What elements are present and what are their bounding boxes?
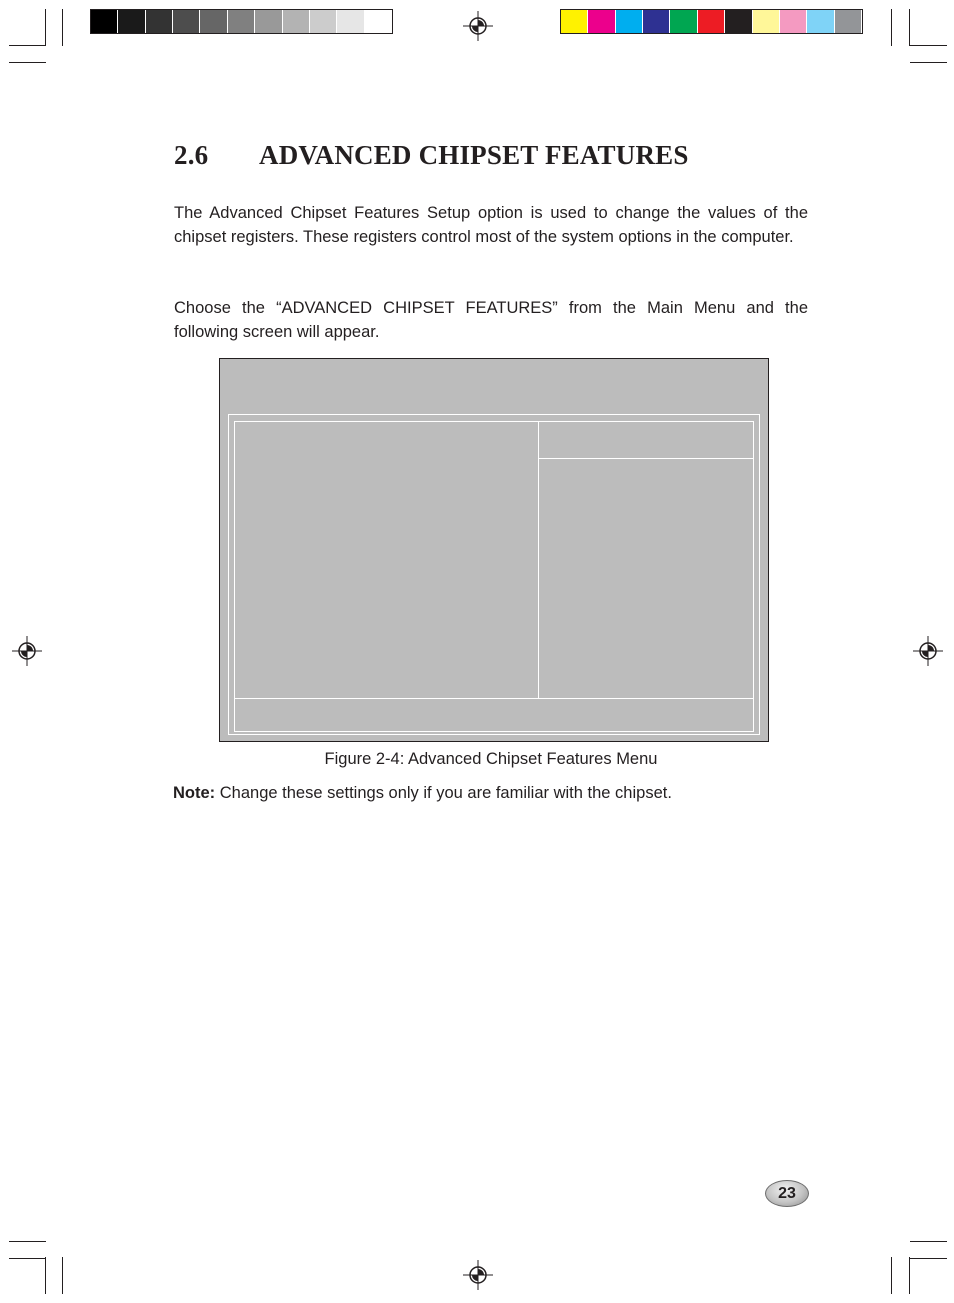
section-heading [174, 140, 689, 171]
crop-mark-line [9, 62, 46, 63]
crop-mark-line [9, 1241, 46, 1242]
calibration-swatch [698, 10, 725, 33]
calibration-swatch [146, 10, 173, 33]
note-label: Note: [173, 784, 216, 802]
calibration-swatch [670, 10, 697, 33]
calibration-swatch [588, 10, 615, 33]
calibration-swatch [118, 10, 145, 33]
crop-mark-line [910, 1241, 947, 1242]
calibration-swatch [283, 10, 310, 33]
frame-line [234, 421, 754, 422]
figure-caption: Figure 2-4: Advanced Chipset Features Menu [324, 750, 658, 768]
frame-line [228, 414, 760, 415]
frame-line [228, 734, 760, 735]
calibration-swatch [616, 10, 643, 33]
registration-mark-icon [463, 1260, 493, 1290]
panel-divider [538, 421, 539, 699]
crop-mark-line [45, 1257, 46, 1294]
calibration-swatch [643, 10, 670, 33]
calibration-swatch [200, 10, 227, 33]
calibration-swatch [780, 10, 807, 33]
calibration-swatch [561, 10, 588, 33]
crop-mark-line [62, 1257, 63, 1294]
note-text [173, 784, 672, 803]
calibration-swatch [807, 10, 834, 33]
bios-screen-figure [219, 358, 769, 742]
crop-mark-line [910, 62, 947, 63]
crop-mark-line [45, 9, 46, 46]
calibration-swatch [228, 10, 255, 33]
crop-mark-line [9, 1258, 46, 1259]
page-number-badge: 23 [765, 1180, 809, 1207]
registration-mark-icon [12, 636, 42, 666]
frame-line [228, 414, 229, 735]
section-number: 2.6 [174, 140, 209, 170]
section-title: ADVANCED CHIPSET FEATURES [259, 140, 689, 170]
crop-mark-line [910, 45, 947, 46]
calibration-swatch [91, 10, 118, 33]
registration-mark-icon [913, 636, 943, 666]
crop-mark-line [891, 1257, 892, 1294]
color-calibration-bar [560, 9, 863, 34]
frame-line [759, 414, 760, 735]
note-body: Change these settings only if you are familiar with the chipset. [215, 784, 672, 802]
crop-mark-line [909, 9, 910, 46]
calibration-swatch [365, 10, 392, 33]
calibration-swatch [255, 10, 282, 33]
crop-mark-line [909, 1257, 910, 1294]
status-bar-separator [234, 698, 754, 699]
crop-mark-line [62, 9, 63, 46]
crop-mark-line [910, 1258, 947, 1259]
crop-mark-line [9, 45, 46, 46]
gray-calibration-bar [90, 9, 393, 34]
calibration-swatch [173, 10, 200, 33]
calibration-swatch [337, 10, 364, 33]
instruction-paragraph: Choose the “ADVANCED CHIPSET FEATURES” from the Main Menu and the following screen will appear. [174, 299, 808, 341]
frame-line [753, 421, 754, 732]
help-header-separator [538, 458, 754, 459]
calibration-swatch [753, 10, 780, 33]
frame-line [234, 421, 235, 732]
crop-mark-line [891, 9, 892, 46]
calibration-swatch [725, 10, 752, 33]
calibration-swatch [310, 10, 337, 33]
calibration-swatch [835, 10, 862, 33]
intro-paragraph: The Advanced Chipset Features Setup option is used to change the values of the chipset registers. These registers control most of the system options in the computer. [174, 204, 808, 246]
registration-mark-icon [463, 11, 493, 41]
frame-line [234, 731, 754, 732]
